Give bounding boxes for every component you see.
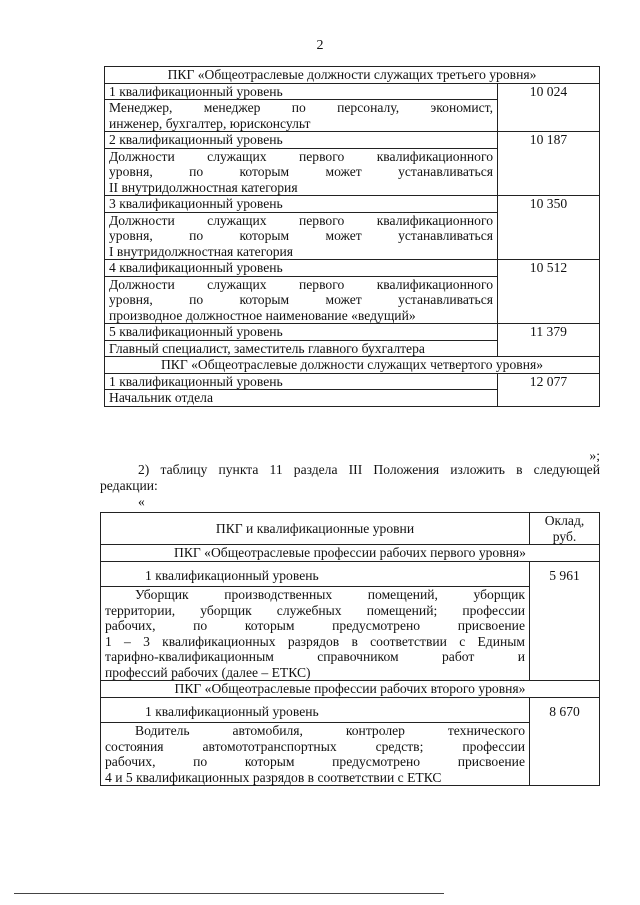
qual-level-label: 2 квалификационный уровень <box>105 132 498 149</box>
desc-line: Менеджер, менеджер по персоналу, экономист, <box>109 100 493 115</box>
column-header-line: Оклад, <box>544 513 585 528</box>
salary-table-employees <box>104 66 600 407</box>
desc-line: I внутридолжностная категория <box>109 243 294 259</box>
desc-line: инженер, бухгалтер, юрисконсульт <box>109 115 311 131</box>
desc-line: территории, уборщик служебных помещений; профессии <box>105 602 525 618</box>
desc-line: Уборщик производственных помещений, уборщик <box>135 587 525 602</box>
desc-line: состояния автомототранспортных средств; профессии <box>105 738 525 754</box>
qual-level-description <box>105 212 498 260</box>
desc-line: уровня, по которым может устанавливаться <box>109 292 493 307</box>
desc-line: уровня, по которым может устанавливаться <box>109 164 493 179</box>
desc-line: профессий рабочих (далее – ЕТКС) <box>105 664 311 680</box>
desc-line: производное должностное наименование «ведущий» <box>109 307 416 323</box>
qual-level-description <box>101 587 530 681</box>
salary-value: 5 961 <box>530 561 600 681</box>
salary-value: 10 512 <box>498 260 600 324</box>
desc-line: уровня, по которым может устанавливаться <box>109 228 493 243</box>
salary-value: 10 350 <box>498 196 600 260</box>
column-header-name: ПКГ и квалификационные уровни <box>101 513 530 545</box>
page-number: 2 <box>316 38 324 53</box>
qual-level-description <box>105 276 498 324</box>
qual-level-description <box>105 340 498 357</box>
desc-line: Должности служащих первого квалификационного <box>109 148 493 164</box>
salary-value: 8 670 <box>530 697 600 786</box>
amendment-paragraph <box>100 462 600 494</box>
opening-quote: « <box>138 494 145 509</box>
qual-level-label: 1 квалификационный уровень <box>105 83 498 100</box>
salary-value: 10 187 <box>498 132 600 196</box>
column-header-line: руб. <box>552 528 577 544</box>
qual-level-description <box>105 148 498 196</box>
pkg-header-workers-2: ПКГ «Общеотраслевые профессии рабочих второго уровня» <box>101 681 600 698</box>
qual-level-label: 1 квалификационный уровень <box>101 697 530 723</box>
paragraph-line: 2) таблицу пункта 11 раздела III Положения изложить в следующей <box>138 462 600 477</box>
salary-value: 10 024 <box>498 83 600 132</box>
salary-value: 12 077 <box>498 373 600 406</box>
qual-level-description: Начальник отдела <box>105 390 498 407</box>
desc-line: Должности служащих первого квалификационного <box>109 276 493 292</box>
qual-level-label: 5 квалификационный уровень <box>105 324 498 341</box>
pkg-header-level-3: ПКГ «Общеотраслевые должности служащих третьего уровня» <box>105 67 600 84</box>
qual-level-label: 3 квалификационный уровень <box>105 196 498 213</box>
qual-level-description <box>101 723 530 786</box>
salary-table-workers <box>100 512 600 786</box>
column-header-salary <box>530 513 600 545</box>
paragraph-line: редакции: <box>100 478 158 493</box>
desc-line: рабочих, по которым предусмотрено присвоение <box>105 754 525 769</box>
desc-line: тарифно-квалификационным справочником работ и <box>105 649 525 664</box>
desc-line: 4 и 5 квалификационных разрядов в соответствии с ЕТКС <box>105 769 442 785</box>
desc-line: рабочих, по которым предусмотрено присвоение <box>105 618 525 633</box>
pkg-header-workers-1: ПКГ «Общеотраслевые профессии рабочих первого уровня» <box>101 545 600 562</box>
desc-line: Водитель автомобиля, контролер технического <box>135 723 525 738</box>
desc-line: Должности служащих первого квалификационного <box>109 212 493 228</box>
qual-level-label: 1 квалификационный уровень <box>105 373 498 390</box>
qual-level-description <box>105 100 498 132</box>
desc-line: 1 – 3 квалификационных разрядов в соответствии с Единым <box>105 633 525 649</box>
desc-line: II внутридолжностная категория <box>109 179 298 195</box>
qual-level-label: 1 квалификационный уровень <box>101 561 530 587</box>
pkg-header-level-4: ПКГ «Общеотраслевые должности служащих четвертого уровня» <box>105 357 600 374</box>
closing-quote: »; <box>589 448 600 463</box>
desc-line: Главный специалист, заместитель главного бухгалтера <box>109 340 425 356</box>
salary-value: 11 379 <box>498 324 600 357</box>
qual-level-label: 4 квалификационный уровень <box>105 260 498 277</box>
footer-rule <box>14 893 444 894</box>
